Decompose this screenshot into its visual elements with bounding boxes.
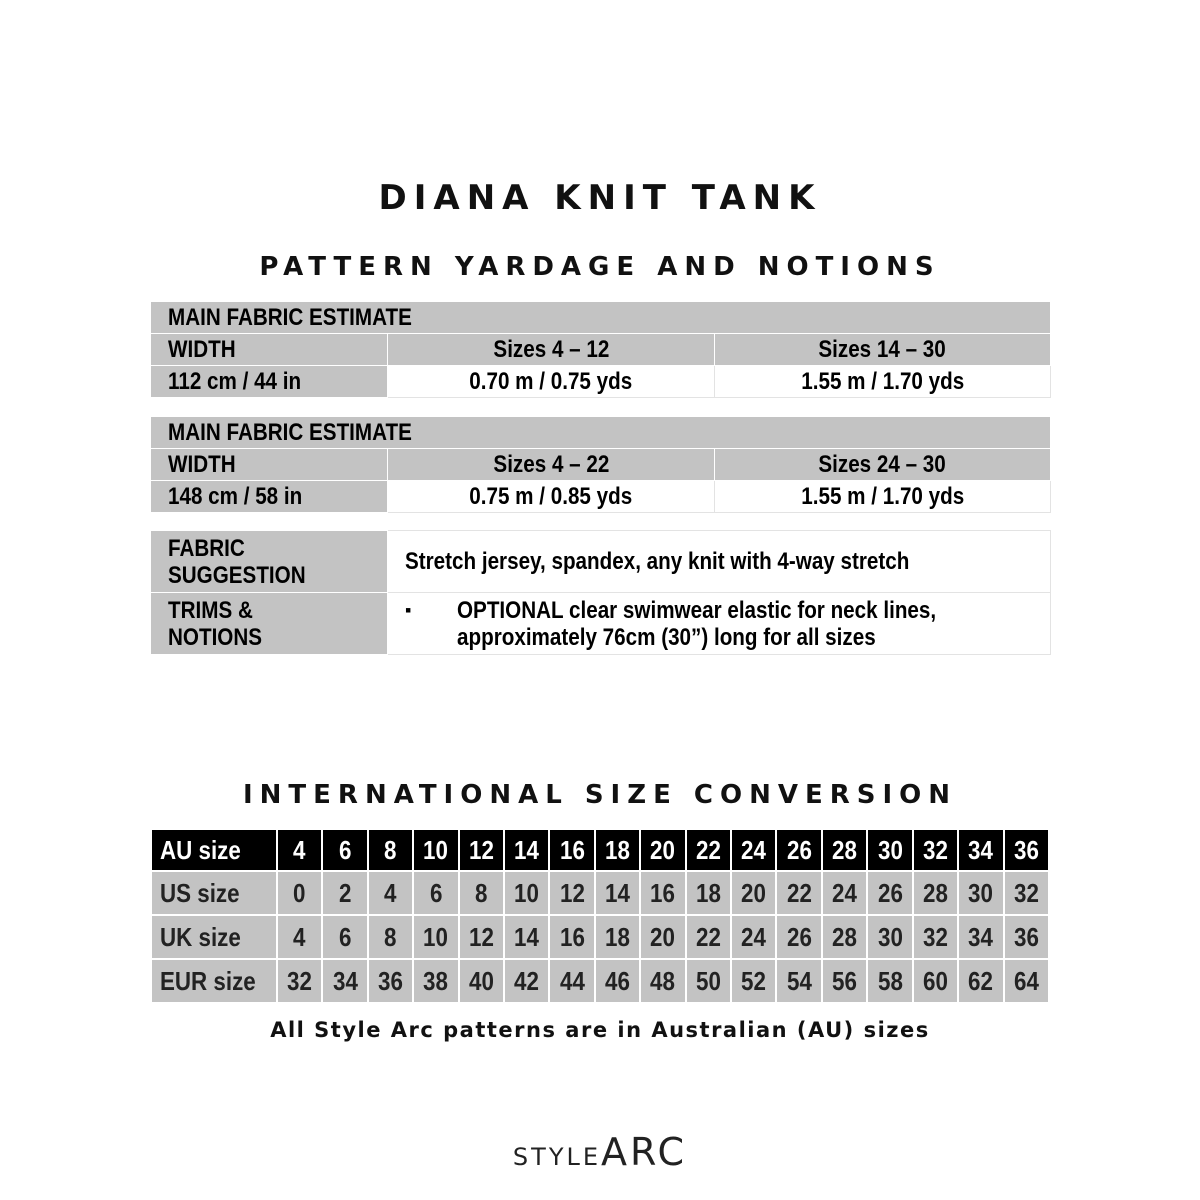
size-cell: 8 xyxy=(459,871,504,915)
trims-notions-label: TRIMS & NOTIONS xyxy=(151,593,388,655)
size-row-label: EUR size xyxy=(151,959,277,1003)
size-cell: 22 xyxy=(776,871,821,915)
size-cell: 24 xyxy=(731,915,776,959)
size-range-header: Sizes 14 – 30 xyxy=(715,334,1051,366)
size-cell: 34 xyxy=(958,829,1003,871)
trims-notions-value: ▪ OPTIONAL clear swimwear elastic for neck lines, approximately 76cm (30”) long for all sizes xyxy=(388,593,1051,655)
size-cell: 4 xyxy=(368,871,413,915)
size-cell: 50 xyxy=(686,959,731,1003)
size-cell: 30 xyxy=(867,829,912,871)
size-cell: 52 xyxy=(731,959,776,1003)
size-cell: 8 xyxy=(368,829,413,871)
section-title-conversion: INTERNATIONAL SIZE CONVERSION xyxy=(243,780,957,810)
size-cell: 12 xyxy=(459,915,504,959)
size-row-label: US size xyxy=(151,871,277,915)
fabric-estimate-heading: MAIN FABRIC ESTIMATE xyxy=(151,417,1051,449)
size-cell: 54 xyxy=(776,959,821,1003)
size-cell: 10 xyxy=(413,915,458,959)
size-cell: 12 xyxy=(549,871,594,915)
size-cell: 4 xyxy=(277,829,322,871)
size-range-header: Sizes 24 – 30 xyxy=(715,449,1051,481)
size-cell: 16 xyxy=(549,829,594,871)
size-row xyxy=(151,915,1049,959)
size-cell: 46 xyxy=(595,959,640,1003)
size-cell: 28 xyxy=(913,871,958,915)
section-title-yardage: PATTERN YARDAGE AND NOTIONS xyxy=(259,252,941,282)
size-cell: 10 xyxy=(413,829,458,871)
size-cell: 20 xyxy=(640,915,685,959)
size-row xyxy=(151,829,1049,871)
size-cell: 38 xyxy=(413,959,458,1003)
size-cell: 60 xyxy=(913,959,958,1003)
width-label: WIDTH xyxy=(151,449,388,481)
size-conversion-table xyxy=(150,828,1050,1004)
size-cell: 40 xyxy=(459,959,504,1003)
size-cell: 18 xyxy=(595,829,640,871)
size-cell: 44 xyxy=(549,959,594,1003)
size-cell: 6 xyxy=(322,915,367,959)
size-row-label: AU size xyxy=(151,829,277,871)
size-cell: 26 xyxy=(867,871,912,915)
size-cell: 18 xyxy=(595,915,640,959)
square-bullet-icon: ▪ xyxy=(405,599,412,620)
size-cell: 6 xyxy=(413,871,458,915)
page-title: DIANA KNIT TANK xyxy=(378,178,822,218)
size-cell: 4 xyxy=(277,915,322,959)
size-cell: 16 xyxy=(640,871,685,915)
yardage-value: 1.55 m / 1.70 yds xyxy=(715,366,1051,398)
size-cell: 10 xyxy=(504,871,549,915)
size-cell: 56 xyxy=(822,959,867,1003)
size-cell: 32 xyxy=(913,915,958,959)
size-cell: 20 xyxy=(640,829,685,871)
size-cell: 42 xyxy=(504,959,549,1003)
size-cell: 64 xyxy=(1004,959,1050,1003)
size-row xyxy=(151,871,1049,915)
size-cell: 12 xyxy=(459,829,504,871)
size-cell: 18 xyxy=(686,871,731,915)
fabric-estimate-heading: MAIN FABRIC ESTIMATE xyxy=(151,302,1051,334)
size-cell: 6 xyxy=(322,829,367,871)
size-cell: 16 xyxy=(549,915,594,959)
size-range-header: Sizes 4 – 22 xyxy=(388,449,715,481)
yardage-value: 0.70 m / 0.75 yds xyxy=(388,366,715,398)
yardage-value: 1.55 m / 1.70 yds xyxy=(715,481,1051,513)
size-cell: 24 xyxy=(731,829,776,871)
size-cell: 20 xyxy=(731,871,776,915)
width-label: WIDTH xyxy=(151,334,388,366)
size-cell: 58 xyxy=(867,959,912,1003)
size-cell: 36 xyxy=(368,959,413,1003)
au-sizes-note: All Style Arc patterns are in Australian (AU) sizes xyxy=(270,1018,930,1042)
size-cell: 22 xyxy=(686,915,731,959)
size-range-header: Sizes 4 – 12 xyxy=(388,334,715,366)
fabric-suggestion-value: Stretch jersey, spandex, any knit with 4-way stretch xyxy=(388,531,1051,593)
size-cell: 32 xyxy=(277,959,322,1003)
fabric-width-value: 148 cm / 58 in xyxy=(151,481,388,513)
size-cell: 8 xyxy=(368,915,413,959)
size-cell: 14 xyxy=(595,871,640,915)
size-cell: 34 xyxy=(958,915,1003,959)
fabric-suggestion-table xyxy=(150,530,1051,655)
size-row-label: UK size xyxy=(151,915,277,959)
size-cell: 26 xyxy=(776,915,821,959)
size-cell: 0 xyxy=(277,871,322,915)
size-cell: 32 xyxy=(913,829,958,871)
fabric-estimate-table-2 xyxy=(150,416,1051,513)
size-cell: 48 xyxy=(640,959,685,1003)
size-cell: 14 xyxy=(504,829,549,871)
size-cell: 30 xyxy=(958,871,1003,915)
size-cell: 28 xyxy=(822,829,867,871)
size-cell: 26 xyxy=(776,829,821,871)
size-cell: 62 xyxy=(958,959,1003,1003)
size-cell: 2 xyxy=(322,871,367,915)
fabric-suggestion-label: FABRIC SUGGESTION xyxy=(151,531,388,593)
size-cell: 36 xyxy=(1004,915,1050,959)
fabric-estimate-table-1 xyxy=(150,301,1051,398)
size-cell: 28 xyxy=(822,915,867,959)
size-cell: 14 xyxy=(504,915,549,959)
size-row xyxy=(151,959,1049,1003)
size-cell: 24 xyxy=(822,871,867,915)
size-cell: 30 xyxy=(867,915,912,959)
size-cell: 32 xyxy=(1004,871,1050,915)
style-arc-logo: STYLEARC xyxy=(512,1130,688,1174)
size-cell: 36 xyxy=(1004,829,1050,871)
size-cell: 22 xyxy=(686,829,731,871)
size-cell: 34 xyxy=(322,959,367,1003)
yardage-value: 0.75 m / 0.85 yds xyxy=(388,481,715,513)
fabric-width-value: 112 cm / 44 in xyxy=(151,366,388,398)
